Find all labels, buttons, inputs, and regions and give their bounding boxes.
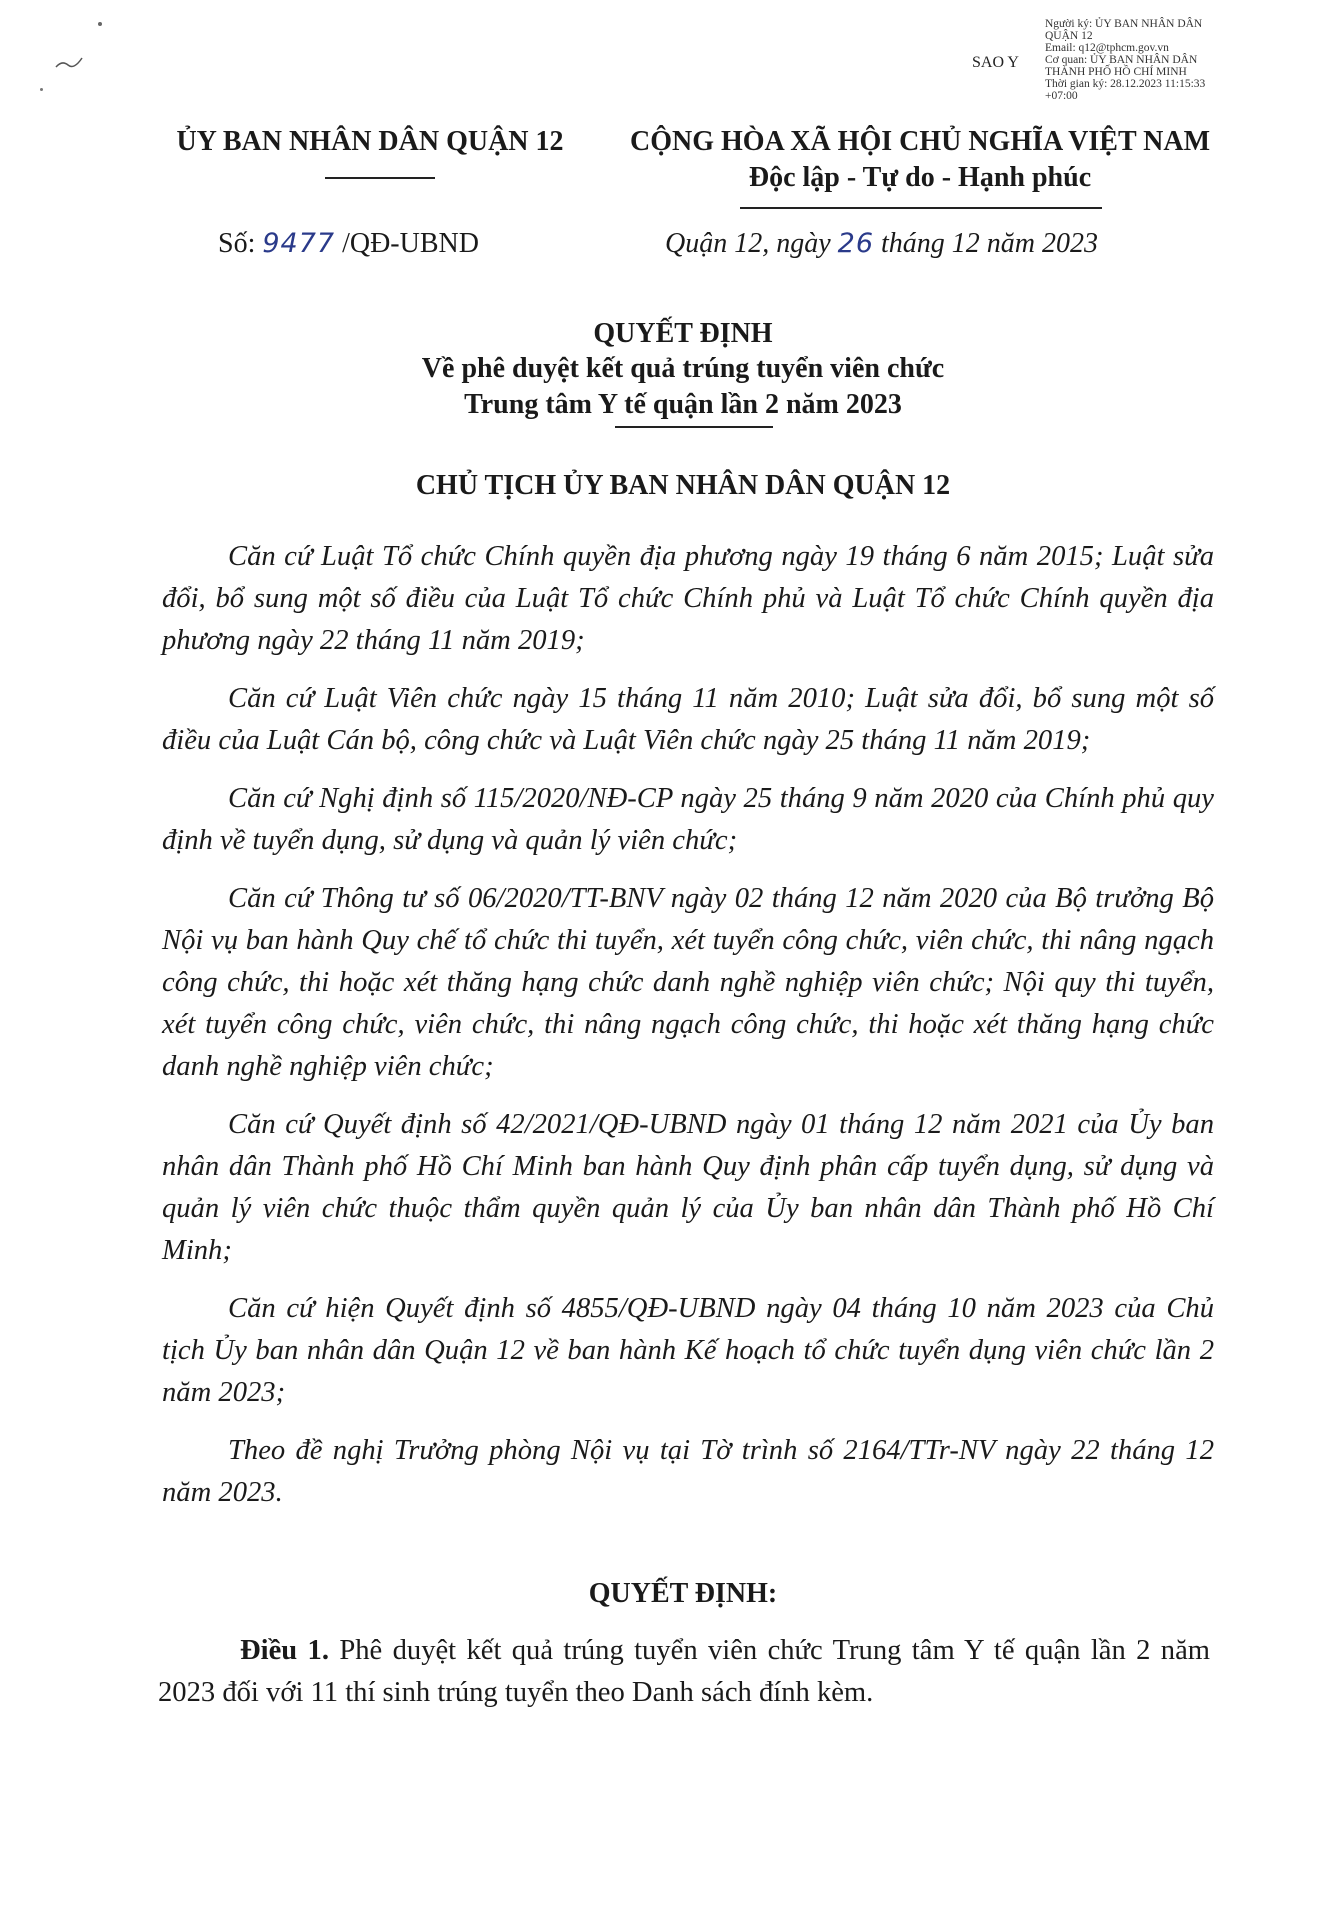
document-subtitle: Trung tâm Y tế quận lần 2 năm 2023 — [464, 389, 902, 420]
signature-line: Cơ quan: ỦY BAN NHÂN DÂN — [1045, 54, 1198, 66]
country-name: CỘNG HÒA XÃ HỘI CHỦ NGHĨA VIỆT NAM — [629, 126, 1211, 157]
signature-line: THÀNH PHỐ HỒ CHÍ MINH — [1045, 66, 1187, 78]
document-number — [218, 228, 479, 260]
legal-basis-paragraph: Căn cứ Nghị định số 115/2020/NĐ-CP ngày 25 tháng 9 năm 2020 của Chính phủ quy định về tuyển dụng, sử dụng và quản lý viên chức; — [162, 783, 1214, 856]
handwritten-day: 26 — [837, 228, 875, 259]
scan-dot — [98, 22, 102, 26]
title-underline — [615, 426, 773, 428]
decision-heading: QUYẾT ĐỊNH: — [588, 1578, 778, 1609]
issuing-agency: ỦY BAN NHÂN DÂN QUẬN 12 — [176, 126, 564, 157]
article-text: Phê duyệt kết quả trúng tuyển viên chức Trung tâm Y tế quận lần 2 năm 2023 đối với 11 thí sinh trúng tuyển theo Danh sách đính kèm. — [158, 1635, 1210, 1708]
number-suffix: /QĐ-UBND — [335, 228, 479, 259]
document-subtitle: Về phê duyệt kết quả trúng tuyển viên chức — [421, 353, 945, 384]
digital-signature-block — [1045, 18, 1265, 102]
legal-basis-paragraph: Căn cứ Luật Viên chức ngày 15 tháng 11 năm 2010; Luật sửa đổi, bổ sung một số điều của Luật Cán bộ, công chức và Luật Viên chức ngày 25 tháng 11 năm 2019; — [162, 683, 1214, 756]
issuing-authority: CHỦ TỊCH ỦY BAN NHÂN DÂN QUẬN 12 — [415, 470, 951, 501]
handwritten-number: 9477 — [262, 228, 336, 259]
scan-dot — [40, 88, 43, 91]
motto-underline — [740, 207, 1102, 209]
scan-scribble — [54, 56, 84, 70]
signature-line: Người ký: ỦY BAN NHÂN DÂN — [1045, 18, 1203, 30]
document-date — [665, 228, 1098, 260]
legal-basis-paragraph: Căn cứ Quyết định số 42/2021/QĐ-UBND ngày 01 tháng 12 năm 2021 của Ủy ban nhân dân Thành phố Hồ Chí Minh ban hành Quy định phân cấp tuyển dụng, sử dụng và quản lý viên chức thuộc thẩm quyền quản lý của Ủy ban nhân dân Thành phố Hồ Chí Minh; — [162, 1109, 1214, 1266]
signature-line: +07:00 — [1045, 90, 1078, 102]
signature-line: Email: q12@tphcm.gov.vn — [1045, 42, 1169, 54]
legal-basis-paragraph: Căn cứ Thông tư số 06/2020/TT-BNV ngày 02 tháng 12 năm 2020 của Bộ trưởng Bộ Nội vụ ban hành Quy chế tổ chức thi tuyển, xét tuyển công chức, viên chức, thi nâng ngạch công chức, thi hoặc xét thăng hạng chức danh nghề nghiệp viên chức; Nội quy thi tuyển, xét tuyển công chức, viên chức, thi nâng ngạch công chức, thi hoặc xét thăng hạng chức danh nghề nghiệp viên chức; — [162, 883, 1214, 1082]
document-title: QUYẾT ĐỊNH — [593, 318, 773, 349]
legal-basis-paragraph: Căn cứ hiện Quyết định số 4855/QĐ-UBND ngày 04 tháng 10 năm 2023 của Chủ tịch Ủy ban nhân dân Quận 12 về ban hành Kế hoạch tổ chức tuyển dụng viên chức lần 2 năm 2023; — [162, 1293, 1214, 1408]
copy-mark: SAO Y — [972, 54, 1019, 71]
number-prefix: Số: — [218, 228, 263, 259]
article-label: Điều 1. — [240, 1635, 329, 1666]
signature-line: QUẬN 12 — [1045, 30, 1093, 42]
legal-basis-paragraph: Căn cứ Luật Tổ chức Chính quyền địa phương ngày 19 tháng 6 năm 2015; Luật sửa đổi, bổ sung một số điều của Luật Tổ chức Chính phủ và Luật Tổ chức Chính quyền địa phương ngày 22 tháng 11 năm 2019; — [162, 541, 1214, 656]
article-1 — [158, 1630, 1210, 1714]
legal-basis-paragraph: Theo đề nghị Trưởng phòng Nội vụ tại Tờ trình số 2164/TTr-NV ngày 22 tháng 12 năm 2023. — [162, 1435, 1214, 1508]
signature-line: Thời gian ký: 28.12.2023 11:15:33 — [1045, 78, 1206, 90]
national-motto: Độc lập - Tự do - Hạnh phúc — [748, 162, 1092, 193]
date-prefix: Quận 12, ngày — [665, 228, 838, 259]
agency-underline — [325, 177, 435, 179]
date-suffix: tháng 12 năm 2023 — [874, 228, 1099, 259]
preamble — [162, 536, 1214, 1530]
